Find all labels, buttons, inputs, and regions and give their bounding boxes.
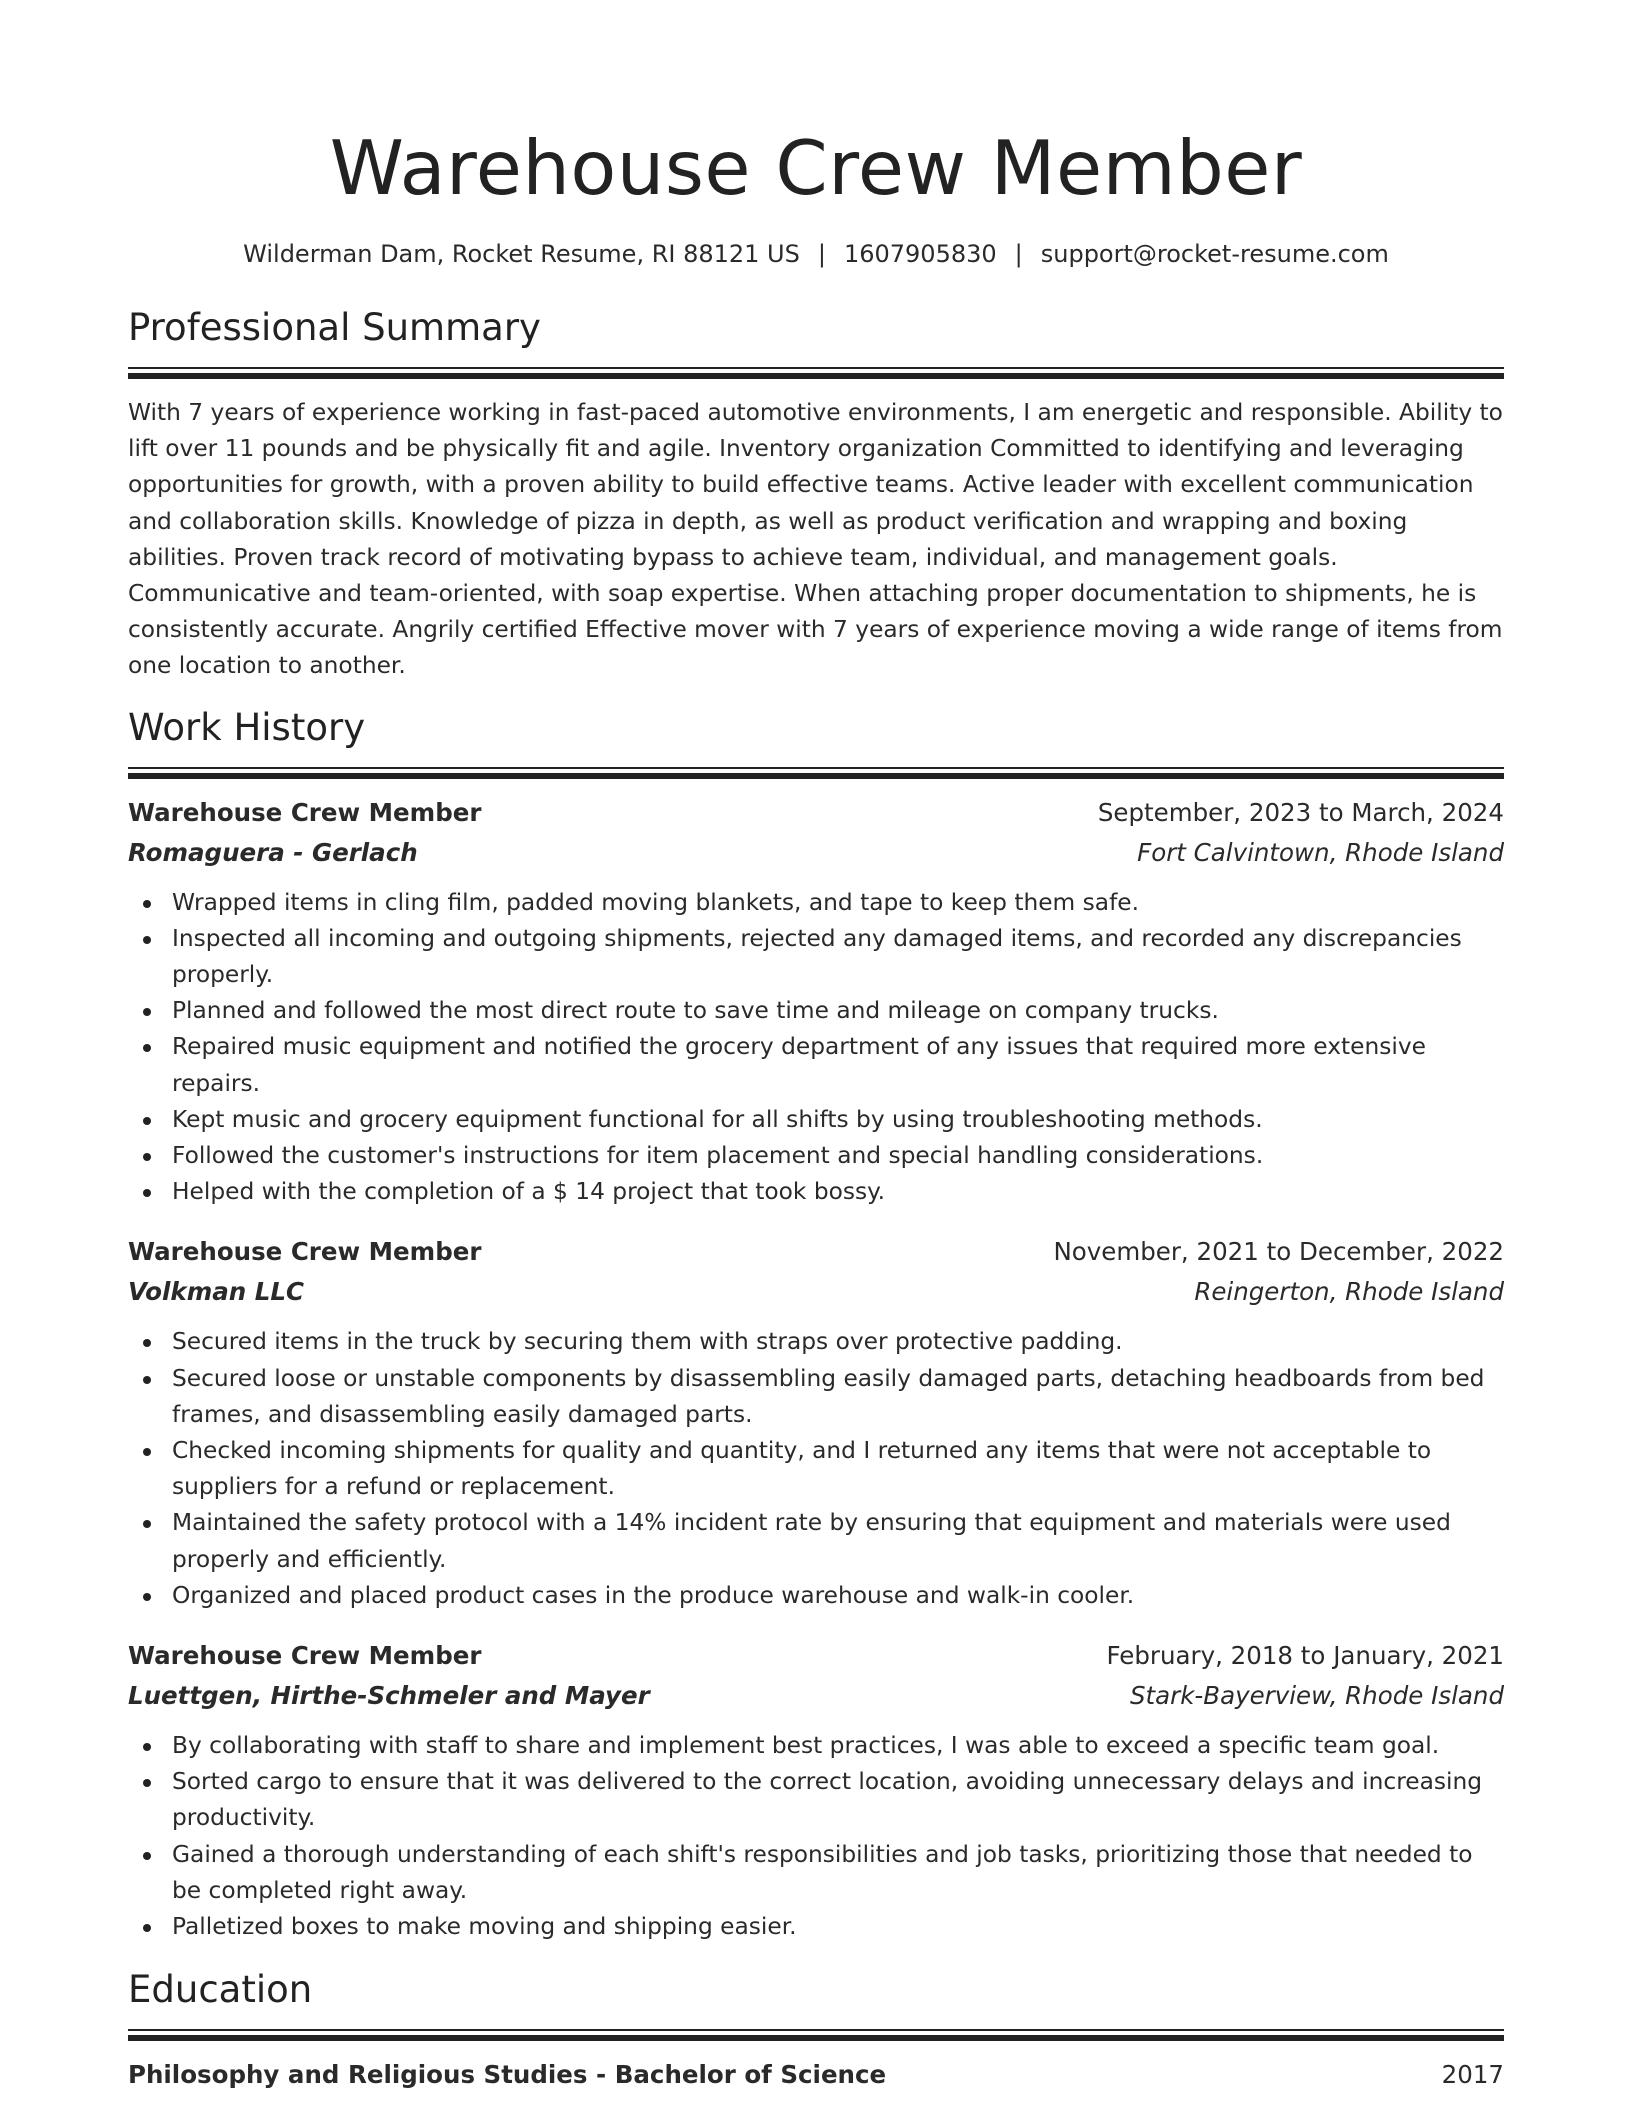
- list-item: Followed the customer's instructions for item placement and special handling considerations.: [128, 1138, 1504, 1174]
- section-divider: [128, 2029, 1504, 2031]
- job-title: Warehouse Crew Member: [128, 1641, 482, 1671]
- education-year: 2017: [1441, 2060, 1504, 2090]
- contact-separator: |: [1014, 240, 1023, 268]
- job-entry: [128, 793, 1504, 1211]
- job-entry: [128, 1232, 1504, 1614]
- list-item: Secured items in the truck by securing them with straps over protective padding.: [128, 1324, 1504, 1360]
- section-divider: [128, 767, 1504, 769]
- list-item: Helped with the completion of a $ 14 project that took bossy.: [128, 1174, 1504, 1210]
- job-bullets: [128, 1728, 1504, 1945]
- contact-phone: 1607905830: [843, 240, 997, 268]
- job-entry: [128, 1636, 1504, 1945]
- job-title: Warehouse Crew Member: [128, 1237, 482, 1267]
- list-item: Sorted cargo to ensure that it was delivered to the correct location, avoiding unnecessary delays and increasing productivity.: [128, 1764, 1504, 1836]
- list-item: Inspected all incoming and outgoing shipments, rejected any damaged items, and recorded any discrepancies properly.: [128, 921, 1504, 993]
- list-item: Secured loose or unstable components by disassembling easily damaged parts, detaching headboards from bed frames, and disassembling easily damaged parts.: [128, 1361, 1504, 1433]
- summary-section: [128, 303, 1504, 685]
- contact-email: support@rocket-resume.com: [1040, 240, 1389, 268]
- list-item: Checked incoming shipments for quality and quantity, and I returned any items that were not acceptable to suppliers for a refund or replacement.: [128, 1433, 1504, 1505]
- job-dates: November, 2021 to December, 2022: [1053, 1237, 1504, 1267]
- list-item: Kept music and grocery equipment functional for all shifts by using troubleshooting methods.: [128, 1102, 1504, 1138]
- job-header-row: [128, 793, 1504, 833]
- section-divider-thick: [128, 2035, 1504, 2041]
- list-item: Gained a thorough understanding of each shift's responsibilities and job tasks, prioritizing those that needed to be completed right away.: [128, 1837, 1504, 1909]
- job-bullets: [128, 1324, 1504, 1614]
- job-location: Stark-Bayerview, Rhode Island: [1129, 1681, 1504, 1711]
- job-dates: September, 2023 to March, 2024: [1097, 797, 1504, 827]
- list-item: Organized and placed product cases in the produce warehouse and walk-in cooler.: [128, 1578, 1504, 1614]
- contact-line: [128, 238, 1504, 270]
- section-divider: [128, 367, 1504, 369]
- section-divider-thick: [128, 773, 1504, 779]
- resume-page: [128, 0, 1504, 2095]
- job-company: Romaguera - Gerlach: [128, 837, 418, 867]
- job-location: Reingerton, Rhode Island: [1194, 1277, 1504, 1307]
- job-company: Luettgen, Hirthe-Schmeler and Mayer: [128, 1681, 650, 1711]
- education-row: [128, 2055, 1504, 2095]
- section-divider-thick: [128, 373, 1504, 379]
- job-bullets: [128, 885, 1504, 1211]
- summary-text: With 7 years of experience working in fast-paced automotive environments, I am energetic and responsible. Ability to lift over 11 pounds and be physically fit and agile. Inventory organization Committed to identifying and leveraging opportunities for growth, with a proven ability to build effective teams. Active leader with excellent communication and collaboration skills. Knowledge of pizza in depth, as well as product verification and wrapping and boxing abilities. Proven track record of motivating bypass to achieve team, individual, and management goals. Communicative and team-oriented, with soap expertise. When attaching proper documentation to shipments, he is consistently accurate. Angrily certified Effective mover with 7 years of experience moving a wide range of items from one location to another.: [128, 399, 1503, 680]
- education-degree: Philosophy and Religious Studies - Bachelor of Science: [128, 2060, 887, 2090]
- job-title: Warehouse Crew Member: [128, 797, 482, 827]
- job-dates: February, 2018 to January, 2021: [1106, 1641, 1504, 1671]
- work-history-section: [128, 703, 1504, 1946]
- summary-heading: Professional Summary: [128, 306, 541, 349]
- job-company-row: [128, 833, 1504, 873]
- work-history-heading: Work History: [128, 705, 366, 749]
- job-header-row: [128, 1636, 1504, 1676]
- list-item: Palletized boxes to make moving and shipping easier.: [128, 1909, 1504, 1945]
- list-item: Planned and followed the most direct route to save time and mileage on company trucks.: [128, 993, 1504, 1029]
- job-header-row: [128, 1232, 1504, 1272]
- job-company-row: [128, 1272, 1504, 1312]
- job-company: Volkman LLC: [128, 1277, 304, 1307]
- education-heading: Education: [128, 1968, 313, 2012]
- job-company-row: [128, 1676, 1504, 1716]
- list-item: Repaired music equipment and notified the grocery department of any issues that required more extensive repairs.: [128, 1029, 1504, 1101]
- job-location: Fort Calvintown, Rhode Island: [1137, 837, 1504, 867]
- contact-separator: |: [817, 240, 826, 268]
- list-item: Wrapped items in cling film, padded moving blankets, and tape to keep them safe.: [128, 885, 1504, 921]
- list-item: Maintained the safety protocol with a 14% incident rate by ensuring that equipment and materials were used properly and efficiently.: [128, 1505, 1504, 1577]
- list-item: By collaborating with staff to share and implement best practices, I was able to exceed a specific team goal.: [128, 1728, 1504, 1764]
- contact-address: Wilderman Dam, Rocket Resume, RI 88121 US: [243, 240, 800, 268]
- resume-title: Warehouse Crew Member: [329, 124, 1303, 212]
- education-section: [128, 1965, 1504, 2095]
